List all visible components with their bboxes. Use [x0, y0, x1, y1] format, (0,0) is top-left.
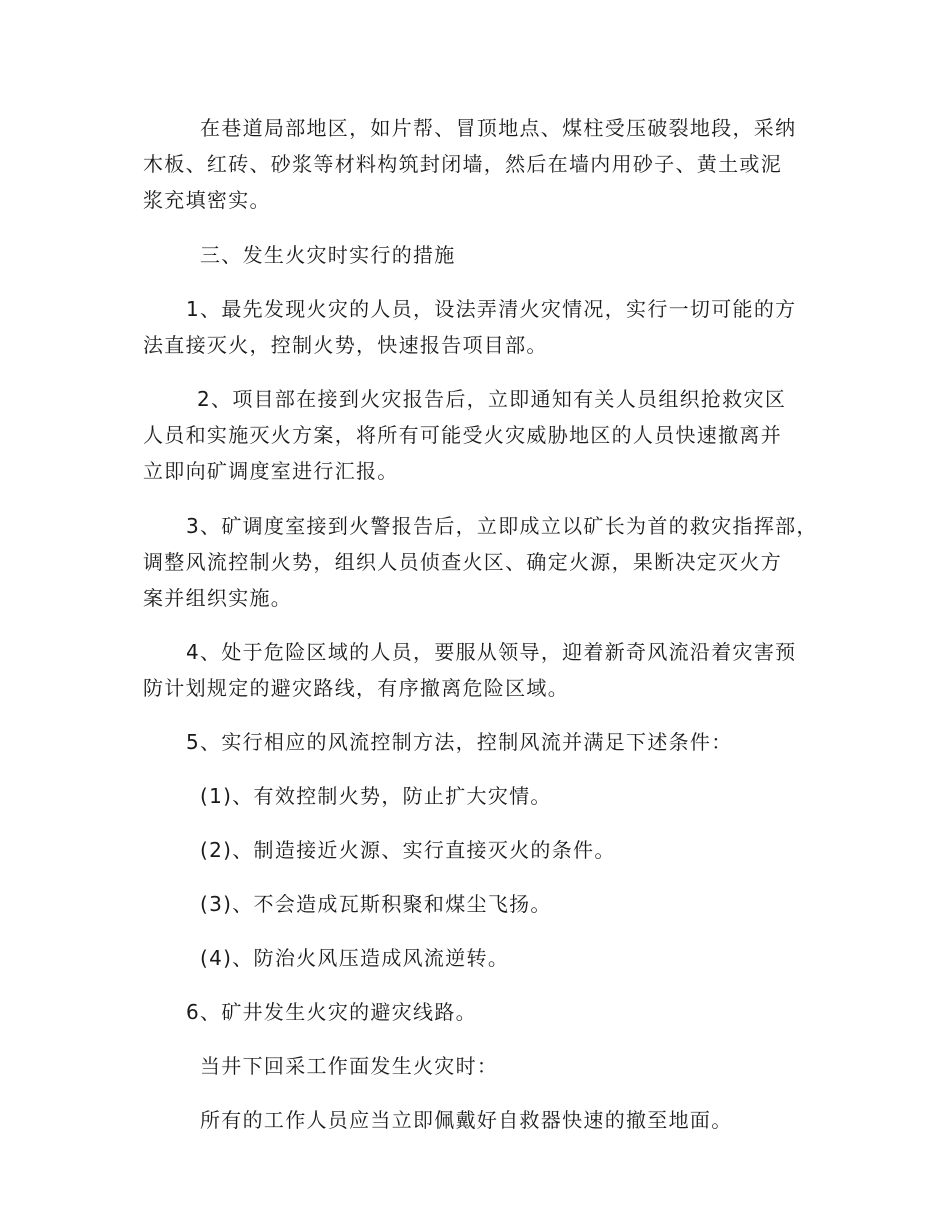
- sub-item-3: (3)、不会造成瓦斯积聚和煤尘飞扬。: [200, 892, 552, 916]
- item-2-line-2: 人员和实施灭火方案，将所有可能受火灾威胁地区的人员快速撤离并: [143, 423, 782, 447]
- item-1-line-2: 法直接灭火，控制火势，快速报告项目部。: [143, 333, 548, 357]
- item-5-line-1: 5、实行相应的风流控制方法，控制风流并满足下述条件：: [186, 730, 733, 754]
- item-6-line-1: 6、矿井发生火灾的避灾线路。: [186, 1000, 477, 1024]
- sub-item-2: (2)、制造接近火源、实行直接灭火的条件。: [200, 838, 616, 862]
- item-3-line-2: 调整风流控制火势，组织人员侦查火区、确定火源，果断决定灭火方: [143, 550, 782, 574]
- sub-item-4: (4)、防治火风压造成风流逆转。: [200, 946, 510, 970]
- item-2-line-1: 2、项目部在接到火灾报告后，立即通知有关人员组织抢救灾区: [197, 387, 787, 411]
- section-heading: 三、发生火灾时实行的措施: [200, 243, 456, 267]
- paragraph-last-2: 所有的工作人员应当立即佩戴好自救器快速的撤至地面。: [200, 1108, 733, 1132]
- paragraph-1-line-1: 在巷道局部地区，如片帮、冒顶地点、煤柱受压破裂地段，采纳: [200, 116, 797, 140]
- paragraph-1-line-3: 浆充填密实。: [143, 188, 271, 212]
- item-1-line-1: 1、最先发现火灾的人员，设法弄清火灾情况，实行一切可能的方: [186, 297, 797, 321]
- item-3-line-3: 案并组织实施。: [143, 586, 293, 610]
- paragraph-1-line-2: 木板、红砖、砂浆等材料构筑封闭墙，然后在墙内用砂子、黄土或泥: [143, 152, 782, 176]
- item-2-line-3: 立即向矿调度室进行汇报。: [143, 459, 399, 483]
- item-4-line-2: 防计划规定的避灾路线，有序撤离危险区域。: [143, 676, 569, 700]
- item-4-line-1: 4、处于危险区域的人员，要服从领导，迎着新奇风流沿着灾害预: [186, 640, 797, 664]
- item-3-line-1: 3、矿调度室接到火警报告后，立即成立以矿长为首的救灾指挥部，: [186, 514, 818, 538]
- sub-item-1: (1)、有效控制火势，防止扩大灾情。: [200, 784, 552, 808]
- paragraph-last-1: 当井下回采工作面发生火灾时：: [200, 1054, 499, 1078]
